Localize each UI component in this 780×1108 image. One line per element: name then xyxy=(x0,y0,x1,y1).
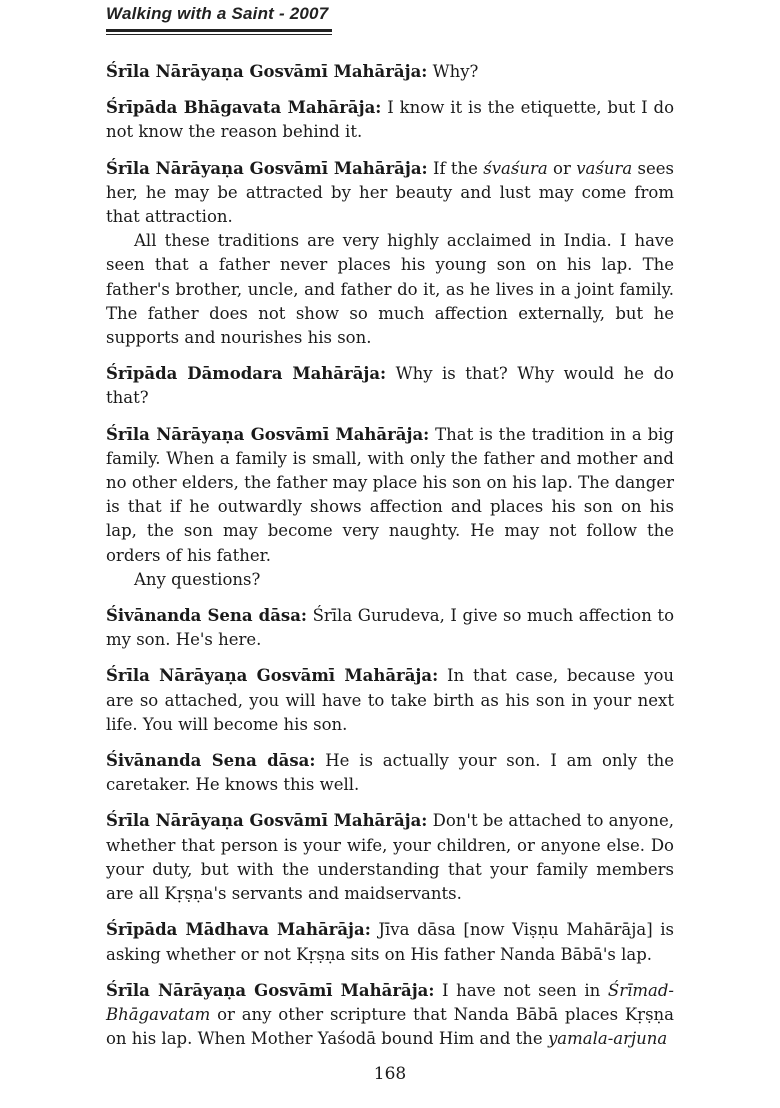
dialogue-text: Jīva dāsa [now Viṣṇu Mahārāja] is asking whether or not Kṛṣṇa sits on His father Nanda Bābā's lap. xyxy=(106,920,675,964)
dialogue-text: If the xyxy=(427,158,484,178)
speaker-name: Śrīpāda Mādhava Mahārāja: xyxy=(106,920,371,940)
header-rule-thick xyxy=(106,29,332,32)
speaker-name: Śrīla Nārāyaṇa Gosvāmī Mahārāja: xyxy=(106,811,428,831)
speaker-name: Śrīla Nārāyaṇa Gosvāmī Mahārāja: xyxy=(106,666,439,686)
dialogue-paragraph xyxy=(106,423,674,568)
dialogue-text: Śrīla Gurudeva, I give so much affection to my son. He's here. xyxy=(106,606,674,650)
speaker-name: Śrīla Nārāyaṇa Gosvāmī Mahārāja: xyxy=(106,980,435,1000)
dialogue-text: Any questions? xyxy=(134,569,261,589)
dialogue-paragraph xyxy=(106,362,674,410)
speaker-name: Śrīpāda Bhāgavata Mahārāja: xyxy=(106,98,382,118)
continuation-paragraph xyxy=(106,568,674,592)
dialogue-paragraph xyxy=(106,979,674,1052)
dialogue-text: or any other scripture that Nanda Bābā places Kṛṣṇa on his lap. When Mother Yaśodā bound Him and the xyxy=(106,1004,674,1049)
speaker-name: Śrīpāda Dāmodara Mahārāja: xyxy=(106,364,387,384)
dialogue-text: Why? xyxy=(427,62,479,81)
italic-term: Śrīmad-Bhāgavatam xyxy=(106,980,674,1024)
header-rule-thin xyxy=(106,34,332,35)
italic-term: vaśura xyxy=(576,158,633,178)
dialogue-text: In that case, because you are so attached, you will have to take birth as his son in your next life. You will become his son. xyxy=(106,666,675,734)
continuation-paragraph xyxy=(106,229,674,350)
dialogue-text: sees her, he may be attracted by her beauty and lust may come from that attraction. xyxy=(106,158,674,227)
running-header-title: Walking with a Saint - 2007 xyxy=(106,4,329,23)
page-number: 168 xyxy=(373,1064,407,1084)
italic-term: śvaśura xyxy=(483,158,548,178)
speaker-name: Śivānanda Sena dāsa: xyxy=(106,606,307,626)
running-header xyxy=(106,0,332,35)
dialogue-text: Why is that? Why would he do that? xyxy=(106,364,674,408)
dialogue-text: All these traditions are very highly acclaimed in India. I have seen that a father never places his young son on his lap. The father's brother, uncle, and father do it, as he lives in a joint family. The father does not show so much affection externally, but he supports and nourishes his son. xyxy=(106,231,674,348)
speaker-name: Śrīla Nārāyaṇa Gosvāmī Mahārāja: xyxy=(106,62,428,81)
dialogue-paragraph xyxy=(106,809,674,906)
page-body xyxy=(106,60,674,1063)
dialogue-paragraph xyxy=(106,918,674,966)
dialogue-paragraph xyxy=(106,60,674,84)
dialogue-paragraph xyxy=(106,749,674,797)
italic-term: yamala-arjuna xyxy=(547,1029,668,1049)
speaker-name: Śivānanda Sena dāsa: xyxy=(106,751,316,771)
speaker-name: Śrīla Nārāyaṇa Gosvāmī Mahārāja: xyxy=(106,158,428,178)
dialogue-text: He is actually your son. I am only the caretaker. He knows this well. xyxy=(106,751,674,795)
dialogue-text: Don't be attached to anyone, whether that person is your wife, your children, or anyone else. Do your duty, but with the understanding that your family members are all Kṛṣṇa's servants and maidservants. xyxy=(106,811,674,904)
speaker-name: Śrīla Nārāyaṇa Gosvāmī Mahārāja: xyxy=(106,424,430,444)
dialogue-text: That is the tradition in a big family. When a family is small, with only the father and mother and no other elders, the father may place his son on his lap. The danger is that if he outwardly shows affection and places his son on his lap, the son may become very naughty. He may not follow the orders of his father. xyxy=(106,424,674,565)
dialogue-text: I have not seen in xyxy=(434,980,608,1000)
dialogue-paragraph xyxy=(106,664,674,737)
dialogue-paragraph xyxy=(106,96,674,144)
dialogue-paragraph xyxy=(106,157,674,230)
dialogue-text: I know it is the etiquette, but I do not know the reason behind it. xyxy=(106,98,674,142)
dialogue-text: or xyxy=(547,158,577,178)
dialogue-paragraph xyxy=(106,604,674,652)
